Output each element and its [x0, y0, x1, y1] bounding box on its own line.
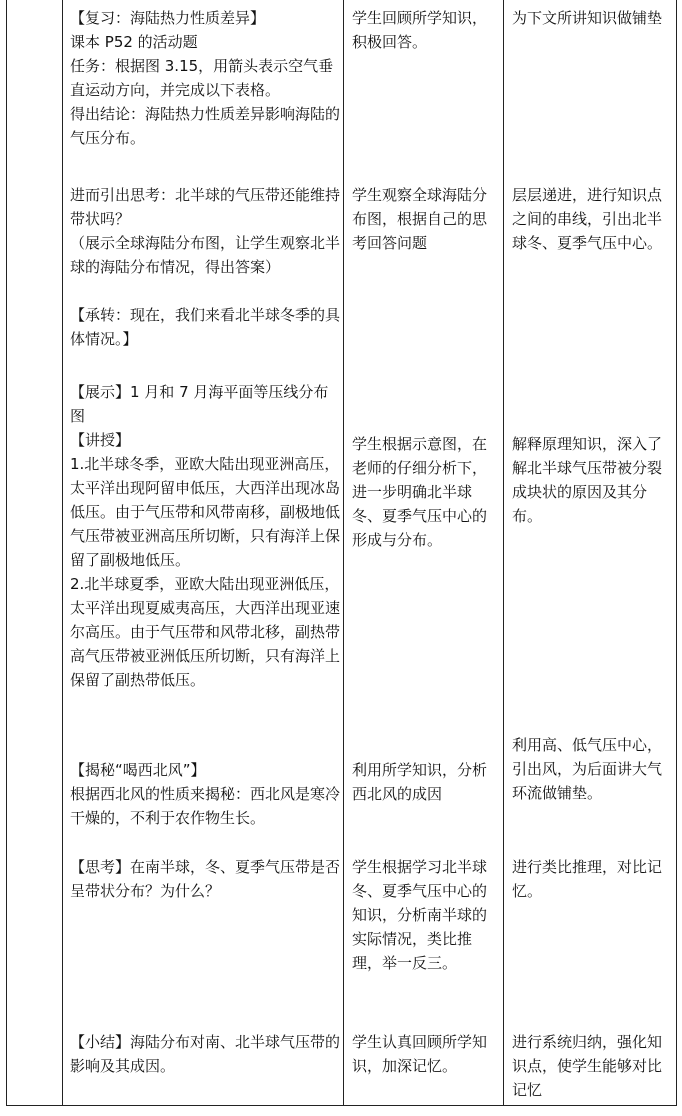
- column-divider-1: [62, 0, 63, 1106]
- teacher-activity-review: 【复习：海陆热力性质差异】 课本 P52 的活动题 任务：根据图 3.15，用箭头表示空气垂直运动方向，并完成以下表格。 得出结论：海陆热力性质差异影响海陆的气压分布。: [70, 9, 341, 147]
- student-activity-summary: 学生认真回顾所学知识，加深记忆。: [352, 1033, 488, 1075]
- student-activity-northwest-wind: 利用所学知识，分析西北风的成因: [352, 761, 488, 803]
- design-intent-southern-hemisphere: 进行类比推理，对比记忆。: [512, 858, 663, 900]
- student-activity-lecture: 学生根据示意图，在老师的仔细分析下，进一步明确北半球冬、夏季气压中心的形成与分布。: [352, 435, 488, 549]
- design-intent-thinking: 层层递进，进行知识点之间的串线，引出北半球冬、夏季气压中心。: [512, 186, 663, 252]
- teacher-activity-northwest-wind: 【揭秘“喝西北风”】 根据西北风的性质来揭秘：西北风是寒冷干燥的，不利于农作物生长。: [70, 761, 341, 827]
- teacher-activity-lecture: 【展示】1 月和 7 月海平面等压线分布图 【讲授】 1.北半球冬季，亚欧大陆出现亚洲高压，太平洋出现阿留申低压，大西洋出现冰岛低压。由于气压带和风带南移，副极地低气压带被亚洲高压所切断，只有海洋上保留了副极地低压。 2.北半球夏季，亚欧大陆出现亚洲低压，太平洋出现夏威夷高压，大西洋出现亚速尔高压。由于气压带和风带北移，副热带高气压带被亚洲低压所切断，只有海洋上保留了副热带低压。: [70, 383, 341, 689]
- student-activity-thinking: 学生观察全球海陆分布图，根据自己的思考回答问题: [352, 186, 488, 252]
- table-border-bottom: [6, 1105, 677, 1106]
- design-intent-lecture: 解释原理知识，深入了解北半球气压带被分裂成块状的原因及其分布。: [512, 435, 663, 525]
- teacher-activity-thinking: 进而引出思考：北半球的气压带还能维持带状吗？ （展示全球海陆分布图，让学生观察北半球的海陆分布情况，得出答案） 【承转：现在，我们来看北半球冬季的具体情况。】: [70, 186, 341, 348]
- column-divider-2: [343, 0, 344, 1106]
- table-border-left: [6, 0, 7, 1106]
- design-intent-summary: 进行系统归纳，强化知识点，使学生能够对比记忆: [512, 1033, 663, 1099]
- student-activity-review: 学生回顾所学知识，积极回答。: [352, 9, 488, 51]
- teacher-activity-summary: 【小结】海陆分布对南、北半球气压带的影响及其成因。: [70, 1033, 341, 1075]
- design-intent-northwest-wind: 利用高、低气压中心，引出风，为后面讲大气环流做铺垫。: [512, 736, 663, 802]
- student-activity-southern-hemisphere: 学生根据学习北半球冬、夏季气压中心的知识，分析南半球的实际情况，类比推理，举一反三。: [352, 858, 488, 972]
- design-intent-review: 为下文所讲知识做铺垫: [512, 9, 663, 27]
- table-border-right: [676, 0, 677, 1106]
- column-divider-3: [503, 0, 504, 1106]
- teacher-activity-southern-hemisphere: 【思考】在南半球，冬、夏季气压带是否呈带状分布？为什么？: [70, 858, 341, 900]
